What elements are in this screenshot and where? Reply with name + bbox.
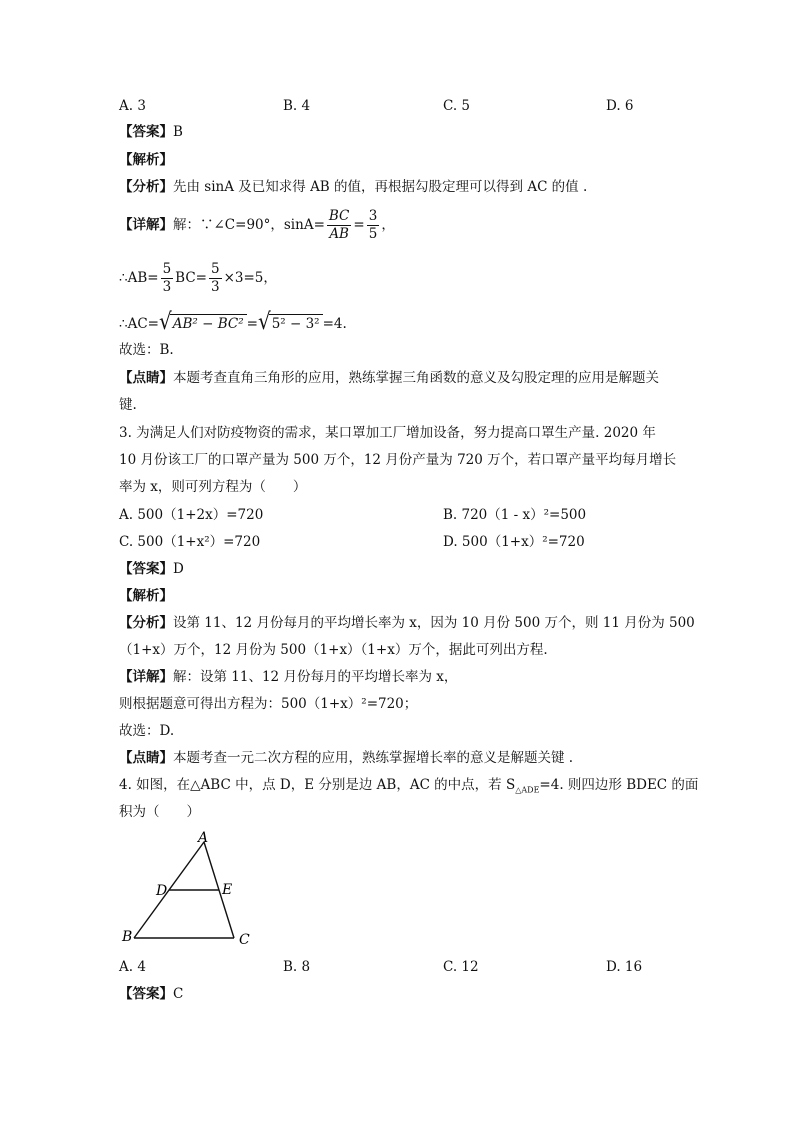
label-d: D (156, 883, 168, 899)
comment-tag: 【点睛】 (119, 750, 173, 766)
detail-prefix: 解：∵∠C=90°，sinA= (173, 217, 325, 233)
q4-answer-line (119, 984, 183, 1004)
q2-step1 (119, 258, 277, 298)
q2-choose: 故选：B. (119, 342, 174, 358)
q3-stem-line1: 3. 为满足人们对防疫物资的需求，某口罩加工厂增加设备，努力提高口罩生产量. 2020 年 (119, 425, 656, 441)
triangle-figure (115, 828, 275, 950)
fraction-denominator: 5 (368, 226, 378, 242)
comma: ， (381, 217, 395, 233)
fenxi-text: 设第 11、12 月份每月的平均增长率为 x，因为 10 月份 500 万个，则 11 月份为 500 (173, 615, 695, 631)
fraction-5-3-second (209, 261, 222, 296)
radical-icon: √ (257, 307, 271, 335)
fraction-denominator: AB (329, 226, 349, 242)
q2-option-c: C. 5 (443, 98, 471, 114)
label-b: B (122, 929, 133, 945)
q3-choose: 故选：D. (119, 723, 175, 739)
step2-end: =4. (322, 316, 347, 332)
q3-stem-line3: 率为 x，则可列方程为（ ） (119, 479, 307, 495)
q3-stem-line2: 10 月份该工厂的口罩产量为 500 万个，12 月份产量为 720 万个，若口罩产量平均每月增长 (119, 452, 677, 468)
answer-tag: 【答案】 (119, 561, 173, 577)
fraction-numerator: 5 (162, 261, 172, 277)
sqrt-ab-bc: AB² − BC² (170, 314, 247, 333)
fenxi-text: 先由 sinA 及已知求得 AB 的值，再根据勾股定理可以得到 AC 的值 . (173, 179, 588, 195)
answer-value: C (173, 986, 184, 1002)
q4-option-a: A. 4 (119, 959, 146, 975)
comment-text: 本题考查一元二次方程的应用，熟练掌握增长率的意义是解题关键 . (173, 750, 574, 766)
q3-fenxi-cont: （1+x）万个，12 月份为 500（1+x）（1+x）万个，据此可列出方程. (119, 642, 548, 658)
q2-answer-line (119, 122, 183, 142)
area-subscript: △ADE (515, 785, 540, 795)
fraction-3-5 (367, 208, 380, 243)
detail-tag: 【详解】 (119, 669, 173, 685)
q3-option-a: A. 500（1+2x）=720 (119, 507, 264, 523)
stem-part-a: 4. 如图，在△ABC 中，点 D，E 分别是边 AB，AC 的中点，若 S (119, 777, 516, 793)
q3-analysis-title: 【解析】 (119, 588, 173, 604)
equals-sign: = (246, 316, 258, 332)
q3-option-b: B. 720（1 - x）²=500 (443, 507, 587, 523)
q2-analysis-title: 【解析】 (119, 152, 173, 168)
fenxi-tag: 【分析】 (119, 615, 173, 631)
fraction-numerator: 3 (368, 208, 378, 224)
q4-option-b: B. 8 (283, 959, 311, 975)
sqrt-5-3: 5² − 3² (269, 314, 323, 333)
q3-option-c: C. 500（1+x²）=720 (119, 534, 261, 550)
q3-comment (119, 748, 573, 768)
label-a: A (198, 830, 209, 846)
q2-detail (119, 205, 395, 245)
q3-detail (119, 667, 457, 687)
q3-answer-line (119, 559, 184, 579)
q4-stem-line2: 积为（ ） (119, 804, 200, 820)
label-c: C (239, 932, 250, 948)
q2-comment-cont: 键. (119, 397, 137, 413)
q4-stem-line1 (119, 775, 698, 801)
q3-detail-cont: 则根据题意可得出方程为：500（1+x）²=720； (119, 696, 418, 712)
answer-tag: 【答案】 (119, 986, 173, 1002)
fraction-denominator: 3 (162, 279, 172, 295)
detail-tag: 【详解】 (119, 217, 173, 233)
answer-tag: 【答案】 (119, 124, 173, 140)
radical-icon: √ (158, 307, 172, 335)
q3-fenxi (119, 613, 695, 633)
comment-text: 本题考查直角三角形的应用，熟练掌握三角函数的意义及勾股定理的应用是解题关 (173, 370, 659, 386)
q4-option-d: D. 16 (606, 959, 643, 975)
comment-tag: 【点睛】 (119, 370, 173, 386)
q2-fenxi (119, 177, 587, 197)
fraction-5-3 (161, 261, 174, 296)
detail-text: 解：设第 11、12 月份每月的平均增长率为 x， (173, 669, 458, 685)
answer-value: B (173, 124, 183, 140)
stem-part-b: =4. 则四边形 BDEC 的面 (539, 777, 699, 793)
step1-prefix: ∴AB= (119, 270, 159, 286)
fraction-denominator: 3 (210, 279, 220, 295)
step1-end: ×3=5， (223, 270, 277, 286)
q2-option-a: A. 3 (119, 98, 146, 114)
q2-step2 (119, 308, 347, 337)
step1-mid: BC= (175, 270, 207, 286)
step2-prefix: ∴AC= (119, 316, 159, 332)
fraction-bc-ab (327, 208, 352, 243)
answer-value: D (173, 561, 184, 577)
q3-option-d: D. 500（1+x）²=720 (443, 534, 585, 550)
fraction-numerator: 5 (210, 261, 220, 277)
label-e: E (222, 882, 233, 898)
q2-comment (119, 368, 659, 388)
fenxi-tag: 【分析】 (119, 179, 173, 195)
q2-option-b: B. 4 (283, 98, 311, 114)
q2-option-d: D. 6 (606, 98, 634, 114)
fraction-numerator: BC (328, 208, 350, 224)
equals-sign: = (353, 217, 365, 233)
q4-option-c: C. 12 (443, 959, 479, 975)
